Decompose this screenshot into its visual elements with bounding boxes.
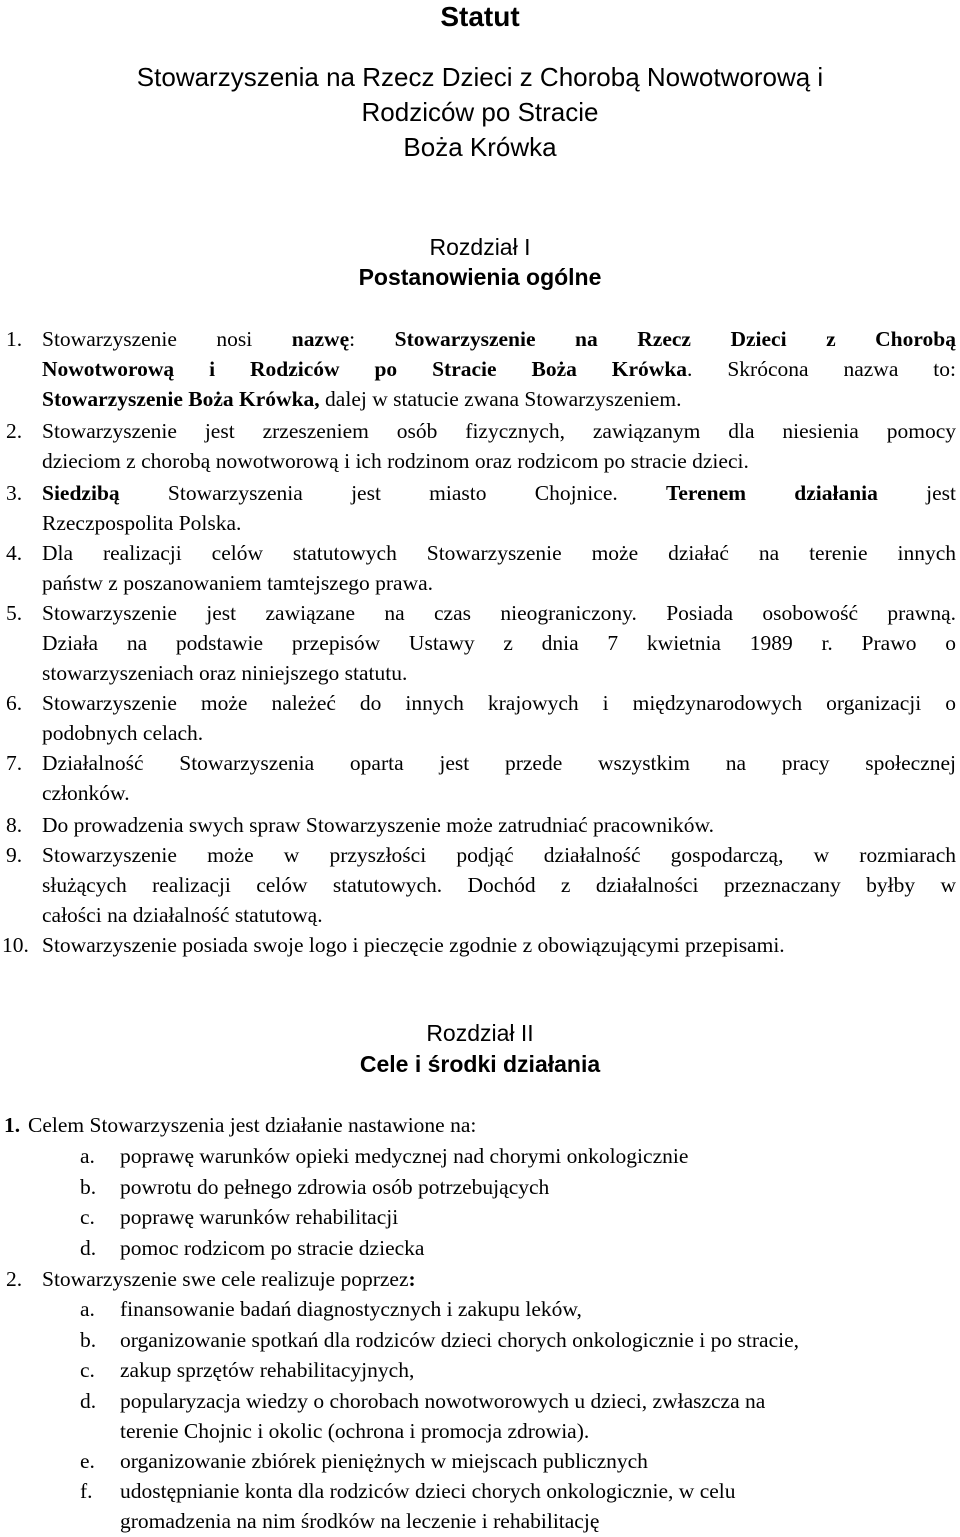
text-run: Stowarzyszenie może należeć do innych krajowych i międzynarodowych organizacji o [42,691,956,715]
text-run: Stowarzyszenie może w przyszłości podjąć działalność gospodarczą, w rozmiarach [42,843,956,867]
list-text: poprawę warunków rehabilitacji [120,1205,399,1229]
list-text-line: gromadzenia na nim środków na leczenie i rehabilitację [120,1509,600,1533]
text-run: Dla realizacji celów statutowych Stowarzyszenie może działać na terenie innych [42,541,956,565]
ch1-paragraph-text [42,478,956,538]
ch1-paragraph-number: 2. [6,419,23,443]
list-letter: d. [80,1236,97,1260]
ch1-paragraph-8 [6,810,956,840]
list-letter: d. [80,1389,97,1413]
text-run: : [349,327,395,351]
list-text [120,1446,950,1476]
ch1-paragraph-number: 8. [6,813,23,837]
text-run: Stowarzyszenie jest zawiązane na czas nieograniczony. Posiada osobowość prawną. [42,601,956,625]
text-run: stowarzyszeniach oraz niniejszego statutu. [42,661,408,685]
ch1-paragraph-number: 6. [6,691,23,715]
text-run: Siedzibą [42,481,120,505]
text-run: członków. [42,781,130,805]
text-run: Terenem działania [666,481,878,505]
ch1-paragraph-number: 7. [6,751,23,775]
text-run: służących realizacji celów statutowych. Dochód z działalności przeznaczany byłby w [42,873,956,897]
ch2-p1-list-item [80,1172,950,1202]
list-text: pomoc rodzicom po stracie dziecka [120,1236,425,1260]
ch2-p1-list-item [80,1202,950,1232]
list-text [120,1355,950,1385]
ch2-paragraph-1-text: Celem Stowarzyszenia jest działanie nastawione na: [28,1113,477,1137]
ch1-paragraph-number: 5. [6,601,23,625]
text-run: Działalność Stowarzyszenia oparta jest przede wszystkim na pracy społecznej [42,751,956,775]
list-text-line: organizowanie zbiórek pieniężnych w miejscach publicznych [120,1449,648,1473]
text-run: jest [877,481,956,505]
ch2-paragraph-2-number: 2. [6,1267,23,1291]
ch2-paragraph-1 [6,1110,956,1140]
text-run: Stowarzyszenie Boża Krówka, [42,387,320,411]
ch2-p2-list-item [80,1476,950,1536]
text-run: Stowarzyszenie posiada swoje logo i pieczęcie zgodnie z obowiązującymi przepisami. [42,933,785,957]
text-run: dzieciom z chorobą nowotworową i ich rodzinom oraz rodzicom po stracie dzieci. [42,449,749,473]
ch1-paragraph-text [42,930,956,960]
text-run: Stowarzyszenie jest zrzeszeniem osób fizycznych, zawiązanym dla niesienia pomocy [42,419,956,443]
ch1-paragraph-number: 4. [6,541,23,565]
ch2-p2-list-item [80,1294,950,1324]
chapter-2-label: Rozdział II [426,1020,534,1046]
ch2-paragraph-2 [6,1264,956,1294]
ch1-paragraph-number: 3. [6,481,23,505]
text-run: nazwę [291,327,350,351]
list-text-line: terenie Chojnic i okolic (ochrona i promocja zdrowia). [120,1419,590,1443]
document-title: Statut [440,1,520,32]
chapter-2-heading: Cele i środki działania [359,1051,601,1077]
ch1-paragraph-2 [6,416,956,476]
ch2-p2-list-item [80,1386,950,1446]
text-run: Stowarzyszenie na Rzecz Dzieci z Chorobą [394,327,956,351]
list-text [120,1476,950,1536]
list-text-line: organizowanie spotkań dla rodziców dzieci chorych onkologicznie i po stracie, [120,1328,800,1352]
list-text: poprawę warunków opieki medycznej nad chorymi onkologicznie [120,1144,689,1168]
text-run: podobnych celach. [42,721,204,745]
ch1-paragraph-4 [6,538,956,598]
ch1-paragraph-text [42,840,956,930]
list-text-line: zakup sprzętów rehabilitacyjnych, [120,1358,415,1382]
ch1-paragraph-text [42,598,956,688]
list-text [120,1294,950,1324]
ch1-paragraph-text [42,324,956,414]
ch1-paragraph-5 [6,598,956,688]
list-text-line: popularyzacja wiedzy o chorobach nowotworowych u dzieci, zwłaszcza na [120,1389,766,1413]
text-run: Stowarzyszenie nosi [42,327,292,351]
ch2-paragraph-2-text: Stowarzyszenie swe cele realizuje poprzez: [42,1267,416,1291]
ch1-paragraph-number: 10. [2,933,29,957]
text-run: Stowarzyszenia jest miasto Chojnice. [119,481,666,505]
text-run: Nowotworową i Rodziców po Stracie Boża Krówka [42,357,688,381]
list-letter: f. [80,1479,93,1503]
text-run: Do prowadzenia swych spraw Stowarzyszenie może zatrudniać pracowników. [42,813,715,837]
list-text-line: finansowanie badań diagnostycznych i zakupu leków, [120,1297,582,1321]
ch2-paragraph-1-number: 1. [4,1113,21,1137]
ch2-p2-list-item [80,1446,950,1476]
ch2-p2-list-item [80,1355,950,1385]
list-text [120,1325,950,1355]
subtitle-line-3: Boża Krówka [403,132,557,162]
subtitle-line-1: Stowarzyszenia na Rzecz Dzieci z Chorobą Nowotworową i [136,62,824,92]
text-run: Działa na podstawie przepisów Ustawy z dnia 7 kwietnia 1989 r. Prawo o [42,631,956,655]
text-run: całości na działalność statutową. [42,903,323,927]
text-run: Rzeczpospolita Polska. [42,511,242,535]
list-text-line: udostępnianie konta dla rodziców dzieci chorych onkologicznie, w celu [120,1479,736,1503]
chapter-1-label: Rozdział I [429,234,531,260]
chapter-1-heading: Postanowienia ogólne [358,264,602,290]
ch2-p1-list-item [80,1233,950,1263]
list-text [120,1386,950,1446]
list-letter: b. [80,1175,97,1199]
ch1-paragraph-7 [6,748,956,808]
ch1-paragraph-number: 1. [6,327,23,351]
ch1-paragraph-number: 9. [6,843,23,867]
ch1-paragraph-6 [6,688,956,748]
list-letter: e. [80,1449,95,1473]
ch1-paragraph-10 [2,930,956,960]
ch1-paragraph-3 [6,478,956,538]
list-letter: a. [80,1144,95,1168]
list-letter: c. [80,1358,95,1382]
ch1-paragraph-text [42,416,956,476]
ch1-paragraph-text [42,688,956,748]
text-run: dalej w statucie zwana Stowarzyszeniem. [319,387,682,411]
ch1-paragraph-text [42,538,956,598]
text-run: państw z poszanowaniem tamtejszego prawa. [42,571,434,595]
list-letter: c. [80,1205,95,1229]
ch2-p1-list-item [80,1141,950,1171]
ch1-paragraph-1 [6,324,956,414]
ch1-paragraph-text [42,810,956,840]
ch1-paragraph-9 [6,840,956,930]
list-letter: b. [80,1328,97,1352]
list-text: powrotu do pełnego zdrowia osób potrzebujących [120,1175,550,1199]
list-letter: a. [80,1297,95,1321]
subtitle-line-2: Rodziców po Stracie [361,97,599,127]
ch1-paragraph-text [42,748,956,808]
ch2-p2-list-item [80,1325,950,1355]
text-run: . Skrócona nazwa to: [687,357,956,381]
